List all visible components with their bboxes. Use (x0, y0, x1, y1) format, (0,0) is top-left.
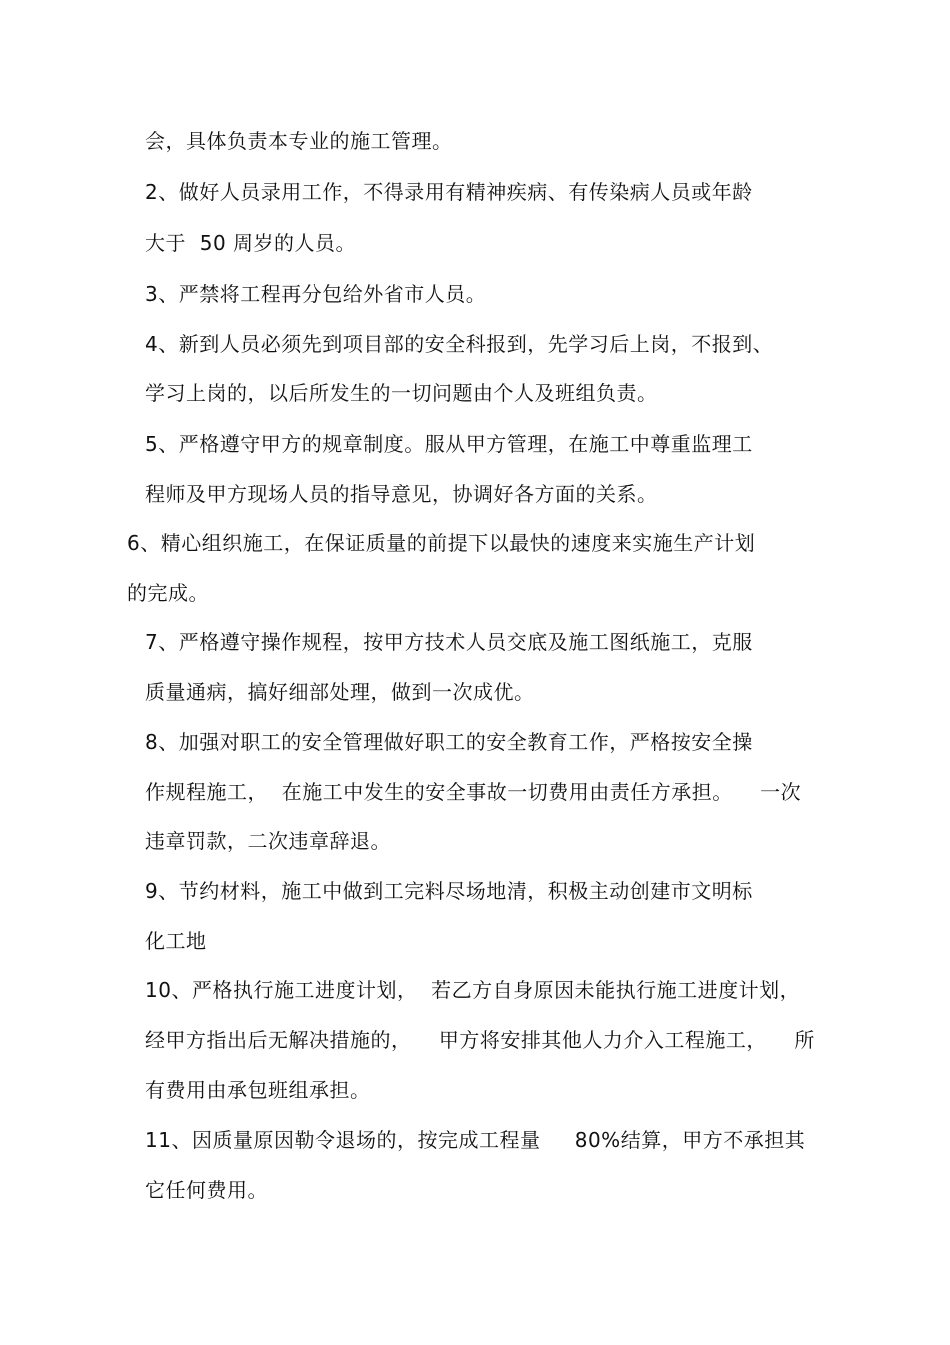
text-line-18: 10、严格执行施工进度计划， 若乙方自身原因未能执行施工进度计划， (145, 978, 801, 1002)
text-line-13: 8、加强对职工的安全管理做好职工的安全教育工作，严格按安全操 (145, 730, 753, 754)
text-line-16: 9、节约材料，施工中做到工完料尽场地清，积极主动创建市文明标 (145, 879, 753, 903)
text-line-15: 违章罚款，二次违章辞退。 (145, 829, 391, 853)
text-line-12: 质量通病，搞好细部处理，做到一次成优。 (145, 680, 535, 704)
text-line-22: 它任何费用。 (145, 1178, 268, 1202)
text-line-20: 有费用由承包班组承担。 (145, 1078, 371, 1102)
text-line-3: 大于 50 周岁的人员。 (145, 231, 357, 255)
text-line-6: 学习上岗的，以后所发生的一切问题由个人及班组负责。 (145, 381, 658, 405)
text-line-9: 6、精心组织施工，在保证质量的前提下以最快的速度来实施生产计划 (127, 531, 756, 555)
text-line-1: 会，具体负责本专业的施工管理。 (145, 129, 453, 153)
text-line-19: 经甲方指出后无解决措施的， 甲方将安排其他人力介入工程施工， 所 (145, 1028, 815, 1052)
text-line-14: 作规程施工， 在施工中发生的安全事故一切费用由责任方承担。 一次 (145, 780, 802, 804)
text-line-17: 化工地 (145, 929, 207, 953)
text-line-21: 11、因质量原因勒令退场的，按完成工程量 80%结算，甲方不承担其 (145, 1128, 806, 1152)
text-line-5: 4、新到人员必须先到项目部的安全科报到，先学习后上岗，不报到、 (145, 332, 774, 356)
text-line-10: 的完成。 (127, 581, 209, 605)
text-line-8: 程师及甲方现场人员的指导意见，协调好各方面的关系。 (145, 482, 658, 506)
text-line-2: 2、做好人员录用工作，不得录用有精神疾病、有传染病人员或年龄 (145, 180, 753, 204)
text-line-4: 3、严禁将工程再分包给外省市人员。 (145, 282, 487, 306)
text-line-11: 7、严格遵守操作规程，按甲方技术人员交底及施工图纸施工，克服 (145, 630, 753, 654)
text-line-7: 5、严格遵守甲方的规章制度。服从甲方管理，在施工中尊重监理工 (145, 432, 753, 456)
